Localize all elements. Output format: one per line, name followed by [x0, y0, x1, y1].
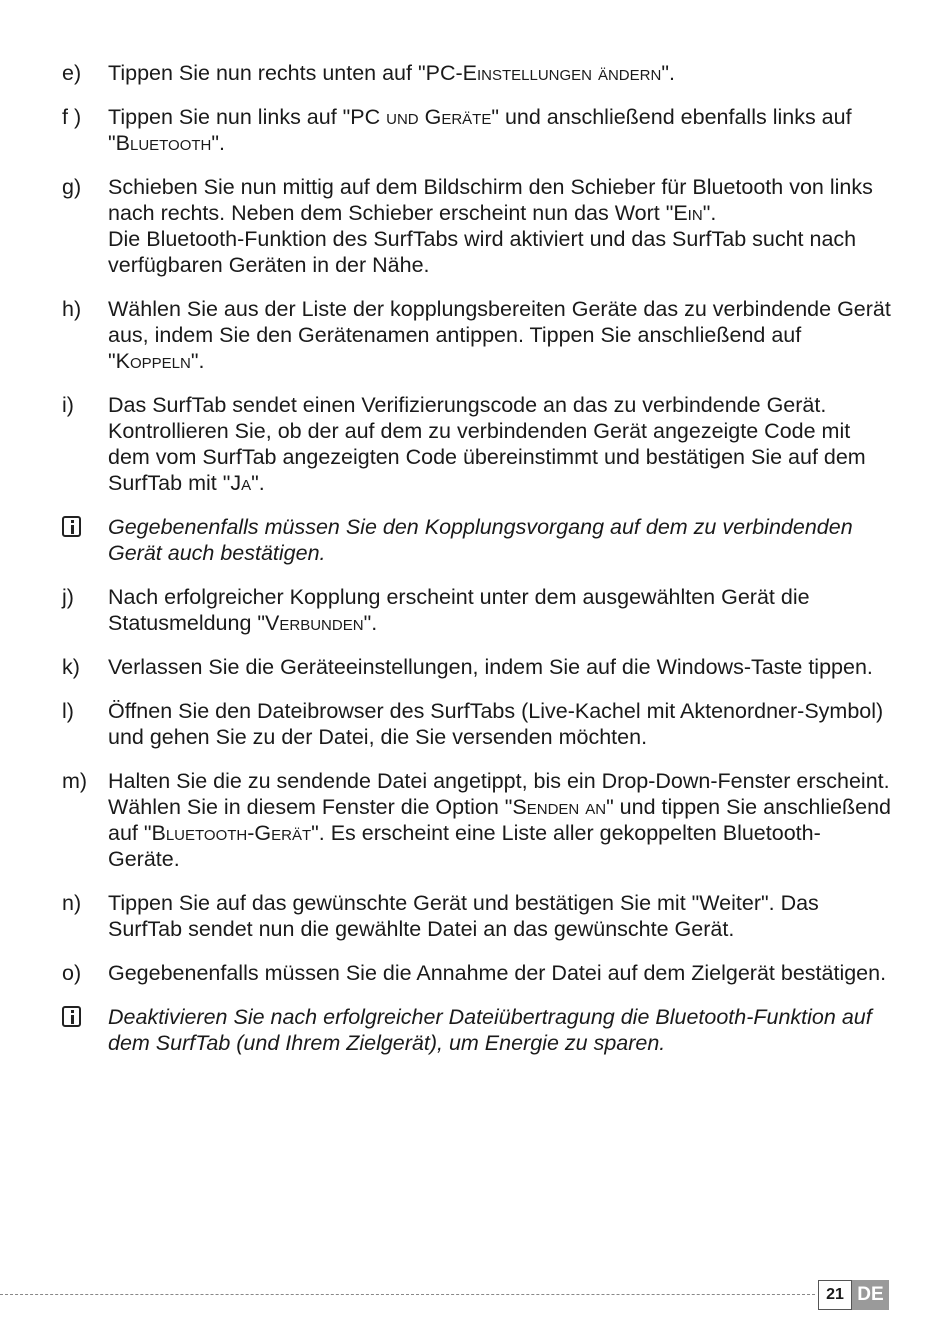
ui-term: Bluetooth — [115, 131, 212, 155]
language-badge: DE — [852, 1280, 889, 1310]
list-item-label: f ) — [62, 105, 82, 129]
list-item — [62, 960, 892, 986]
ui-term: Koppeln — [115, 349, 191, 373]
list-item-label: i) — [62, 393, 74, 417]
list-item-text: Halten Sie die zu sendende Datei angetippt, bis ein Drop-Down-Fenster erscheint. Wählen Sie in diesem Fenster die Option "Senden an" und tippen Sie anschließend auf "Bluetooth-Gerät". Es erscheint eine Liste aller gekoppelten Bluetooth-Geräte. — [108, 769, 892, 871]
list-item-text: Nach erfolgreicher Kopplung erscheint unter dem ausgewählten Gerät die Statusmeldung "Verbunden". — [108, 585, 810, 635]
info-icon — [62, 1006, 81, 1027]
ui-term: Verbunden — [265, 611, 364, 635]
page-number: 21 — [818, 1280, 852, 1310]
info-icon — [62, 516, 81, 537]
list-item-label: l) — [62, 699, 74, 723]
list-item-text: Tippen Sie nun links auf "PC und Geräte" und anschließend ebenfalls links auf "Bluetooth". — [108, 105, 852, 155]
list-item — [62, 174, 892, 278]
list-item — [62, 60, 892, 86]
list-item-label: h) — [62, 297, 82, 321]
list-item — [62, 296, 892, 374]
ui-term: Ein — [673, 201, 703, 225]
info-note — [62, 1004, 892, 1056]
list-item-label: m) — [62, 769, 88, 793]
list-item — [62, 654, 892, 680]
list-item — [62, 584, 892, 636]
ui-term: Ja — [230, 471, 252, 495]
footer-divider — [0, 1294, 815, 1295]
list-item — [62, 392, 892, 496]
ui-term: Senden an — [512, 795, 607, 819]
list-item-label: g) — [62, 175, 82, 199]
list-item-label: j) — [62, 585, 74, 609]
list-item-label: e) — [62, 61, 82, 85]
list-item — [62, 768, 892, 872]
list-item-label: n) — [62, 891, 82, 915]
list-item-text: Gegebenenfalls müssen Sie den Kopplungsvorgang auf dem zu verbindenden Gerät auch bestätigen. — [108, 515, 853, 565]
list-item-text: Das SurfTab sendet einen Verifizierungscode an das zu verbindende Gerät. Kontrollieren Sie, ob der auf dem zu verbindenden Gerät angezeigte Code mit dem vom SurfTab angezeigten Code übereinstimmt und bestätigen Sie auf dem SurfTab mit "Ja". — [108, 393, 866, 495]
list-item — [62, 890, 892, 942]
list-item-text: Verlassen Sie die Geräteeinstellungen, indem Sie auf die Windows-Taste tippen. — [108, 655, 873, 679]
ui-term: Bluetooth-Gerät — [151, 821, 312, 845]
ui-term: und Geräte — [386, 105, 492, 129]
list-item-text: Öffnen Sie den Dateibrowser des SurfTabs (Live-Kachel mit Aktenordner-Symbol) und gehen Sie zu der Datei, die Sie versenden möchten. — [108, 699, 884, 749]
info-note — [62, 514, 892, 566]
list-item-text: Gegebenenfalls müssen Sie die Annahme der Datei auf dem Zielgerät bestätigen. — [108, 961, 887, 985]
list-item — [62, 698, 892, 750]
instruction-list — [62, 60, 892, 1074]
list-item-text: Schieben Sie nun mittig auf dem Bildschirm den Schieber für Bluetooth von links nach rechts. Neben dem Schieber erscheint nun das Wort "Ein". Die Bluetooth-Funktion des SurfTabs wird aktiviert und das SurfTab sucht nach verfügbaren Geräten in der Nähe. — [108, 175, 873, 277]
list-item-label: k) — [62, 655, 80, 679]
list-item-text: Deaktivieren Sie nach erfolgreicher Dateiübertragung die Bluetooth-Funktion auf dem SurfTab (und Ihrem Zielgerät), um Energie zu sparen. — [108, 1005, 872, 1055]
list-item-text: Wählen Sie aus der Liste der kopplungsbereiten Geräte das zu verbindende Gerät aus, indem Sie den Gerätenamen antippen. Tippen Sie anschließend auf "Koppeln". — [108, 297, 891, 373]
list-item — [62, 104, 892, 156]
ui-term: Einstellungen ändern — [462, 61, 662, 85]
list-item-label: o) — [62, 961, 82, 985]
list-item-text: Tippen Sie auf das gewünschte Gerät und bestätigen Sie mit "Weiter". Das SurfTab sendet nun die gewählte Datei an das gewünschte Gerät. — [108, 891, 819, 941]
list-item-text: Tippen Sie nun rechts unten auf "PC-Einstellungen ändern". — [108, 61, 675, 85]
